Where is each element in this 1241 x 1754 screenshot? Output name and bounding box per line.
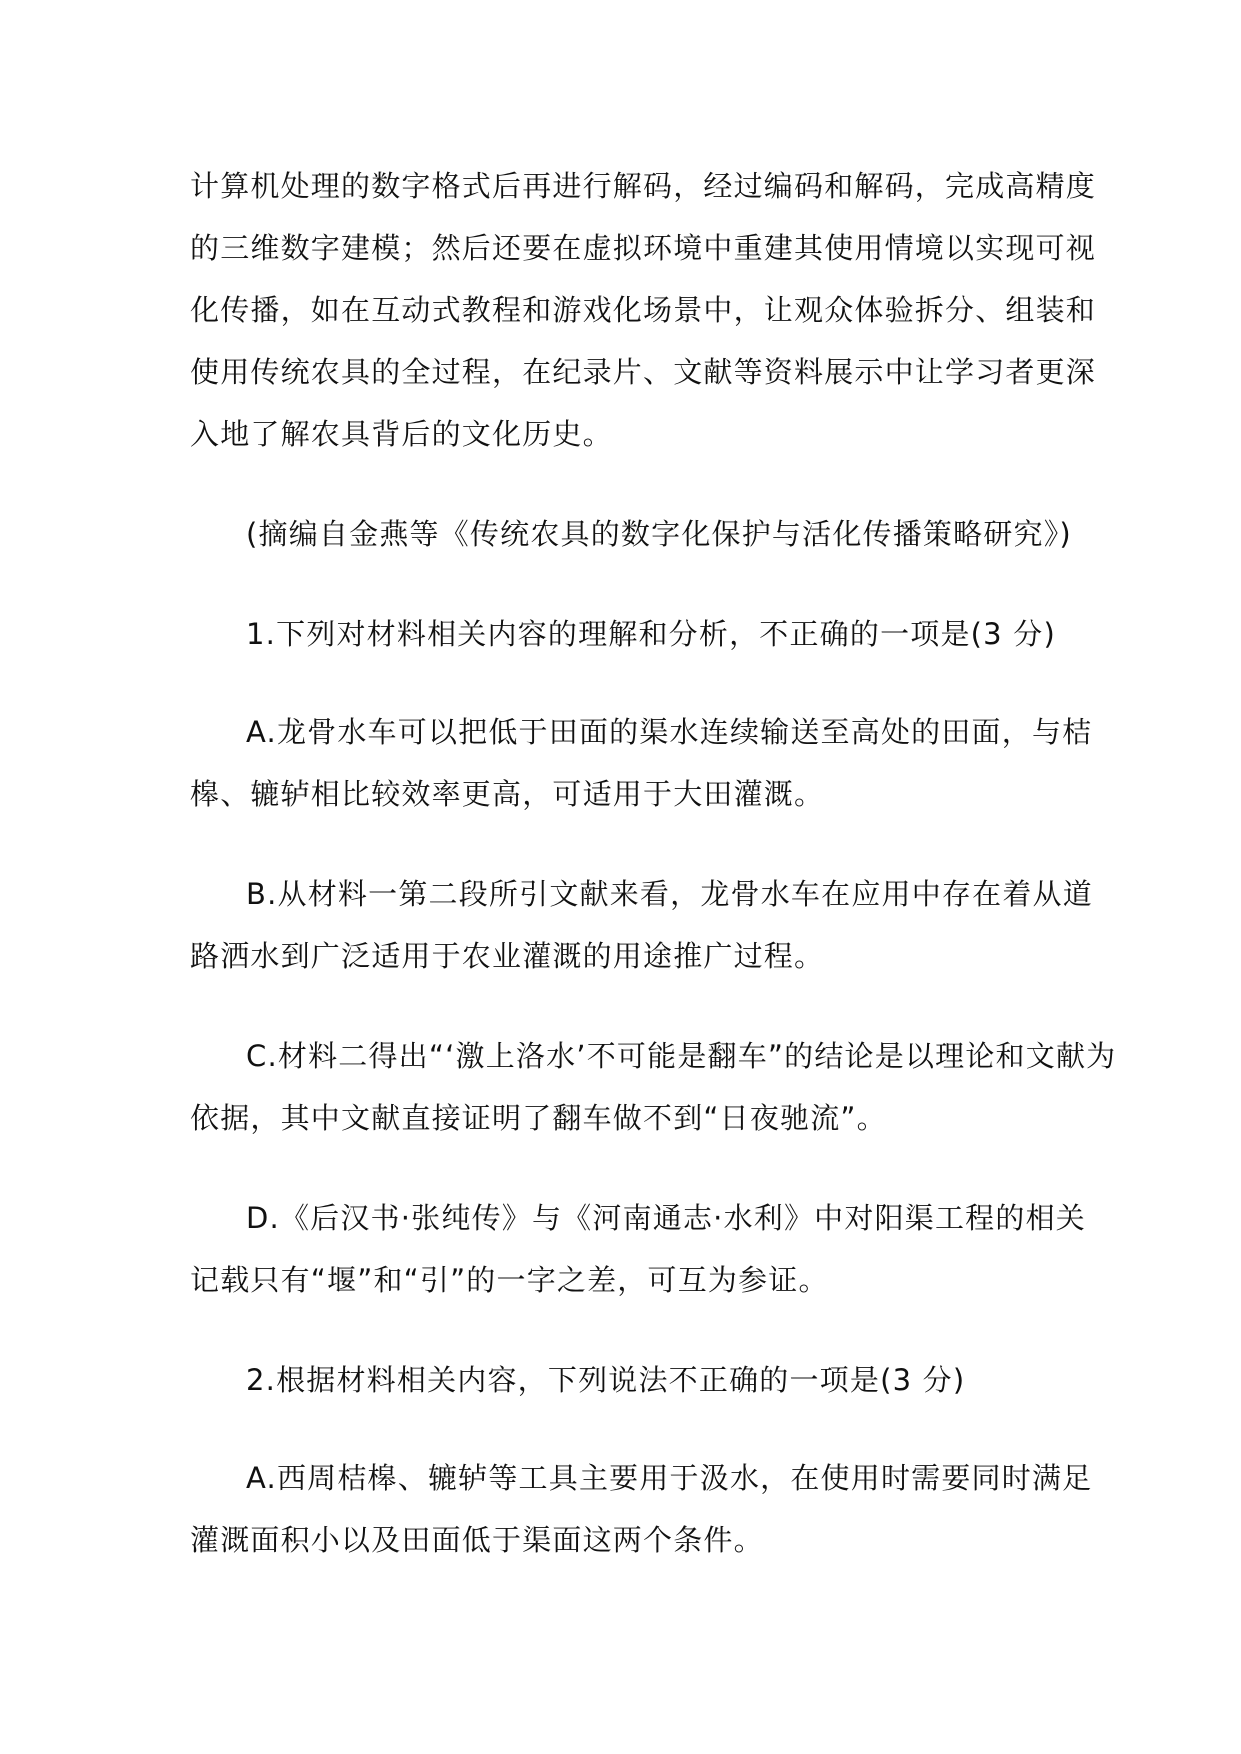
- intro-paragraph: [190, 155, 1097, 465]
- option-line: D.《后汉书·张纯传》与《河南通志·水利》中对阳渠工程的相关: [246, 1201, 1086, 1235]
- question-1-option-d: [190, 1187, 1086, 1311]
- option-line: 槔、辘轳相比较效率更高，可适用于大田灌溉。: [190, 777, 825, 811]
- paragraph-line: 使用传统农具的全过程，在纪录片、文献等资料展示中让学习者更深: [190, 355, 1097, 389]
- source-citation: (摘编自金燕等《传统农具的数字化保护与活化传播策略研究》): [246, 517, 1072, 551]
- paragraph-line: 的三维数字建模；然后还要在虚拟环境中重建其使用情境以实现可视: [190, 231, 1097, 265]
- question-1-option-a: [190, 701, 1093, 825]
- option-line: B.从材料一第二段所引文献来看，龙骨水车在应用中存在着从道: [246, 877, 1093, 911]
- question-1-option-c: [190, 1025, 1117, 1149]
- option-line: C.材料二得出“‘激上洛水’不可能是翻车”的结论是以理论和文献为: [246, 1039, 1117, 1073]
- question-1-stem: 1.下列对材料相关内容的理解和分析，不正确的一项是(3 分): [246, 617, 1056, 651]
- option-line: 灌溉面积小以及田面低于渠面这两个条件。: [190, 1523, 764, 1557]
- option-line: 依据，其中文献直接证明了翻车做不到“日夜驰流”。: [190, 1101, 887, 1135]
- document-body: [190, 155, 1117, 1571]
- question-2-option-a: [190, 1447, 1093, 1571]
- option-line: A.西周桔槔、辘轳等工具主要用于汲水，在使用时需要同时满足: [246, 1461, 1093, 1495]
- paragraph-line: 计算机处理的数字格式后再进行解码，经过编码和解码，完成高精度: [190, 169, 1097, 203]
- option-line: A.龙骨水车可以把低于田面的渠水连续输送至高处的田面，与桔: [246, 715, 1093, 749]
- option-line: 路洒水到广泛适用于农业灌溉的用途推广过程。: [190, 939, 825, 973]
- question-2-stem: 2.根据材料相关内容，下列说法不正确的一项是(3 分): [246, 1363, 966, 1397]
- option-line: 记载只有“堰”和“引”的一字之差，可互为参证。: [190, 1263, 829, 1297]
- paragraph-line: 化传播，如在互动式教程和游戏化场景中，让观众体验拆分、组装和: [190, 293, 1097, 327]
- paragraph-line: 入地了解农具背后的文化历史。: [190, 417, 613, 451]
- question-1-option-b: [190, 863, 1093, 987]
